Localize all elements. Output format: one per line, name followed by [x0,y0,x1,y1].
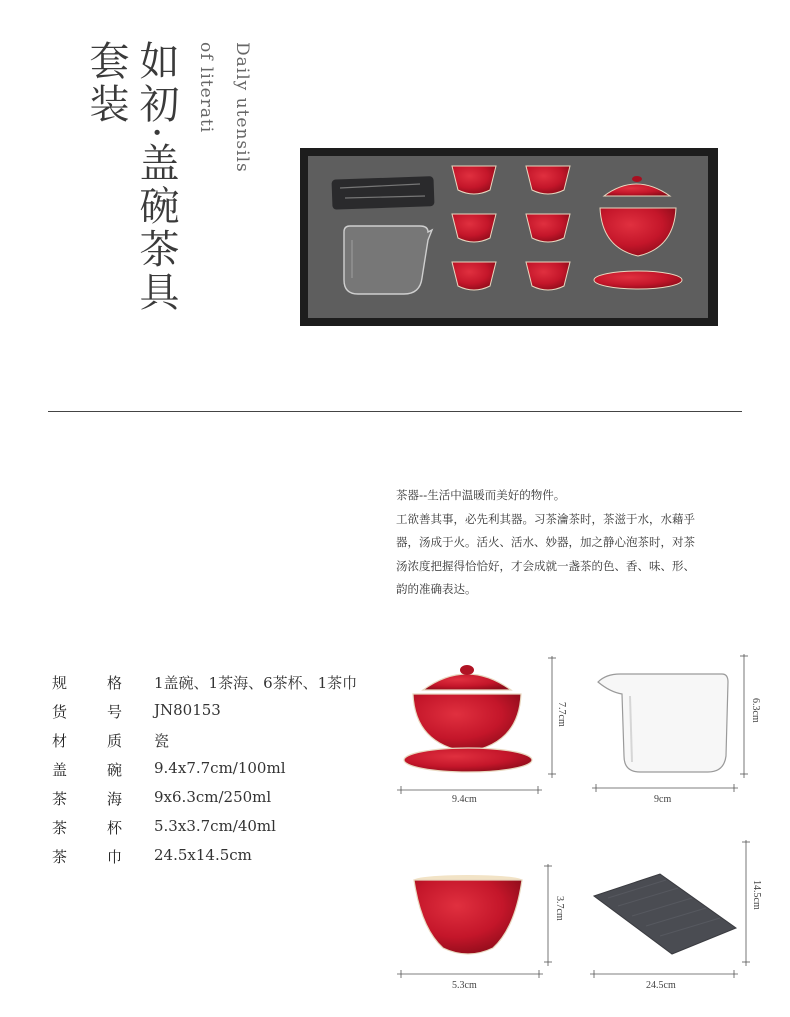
spec-row [52,759,392,787]
spec-key: 巾 [107,848,123,866]
pitcher-width-label: 9cm [654,794,672,805]
spec-key: 规 [52,674,68,692]
towel-width-label: 24.5cm [646,980,676,991]
spec-value: 9x6.3cm/250ml [154,788,272,806]
spec-key: 货 [52,703,68,721]
intro-line: 器，汤成于火。活火、活水、妙器，加之静心泡茶时，对茶 [396,535,695,549]
product-box-image [300,148,720,328]
spec-value: 24.5x14.5cm [154,846,252,864]
title-set: 套装 [83,40,129,126]
gaiwan-width-label: 9.4cm [452,794,477,805]
intro-line: 茶器--生活中温暖而美好的物件。 [396,488,566,502]
spec-value: JN80153 [154,701,221,719]
spec-key: 海 [107,790,123,808]
spec-value: 5.3x3.7cm/40ml [154,817,276,835]
spec-key: 杯 [107,819,123,837]
subtitle-en-line1: Daily utensils [232,42,252,173]
spec-key: 盖 [52,761,68,779]
spec-key: 茶 [52,790,68,808]
pitcher-dimension-image [590,652,755,797]
towel-height-label: 14.5cm [751,880,762,910]
spec-key: 碗 [107,761,123,779]
intro-text [396,484,748,602]
spec-value: 瓷 [154,732,170,750]
intro-line: 汤浓度把握得恰恰好，才会成就一盏茶的色、香、味、形、 [396,558,695,573]
gaiwan-dimension-image [395,652,560,797]
spec-row [52,817,392,845]
spec-row [52,701,392,729]
intro-line: 工欲善其事，必先利其器。习茶瀹茶时，茶滋于水，水藉乎 [396,511,695,526]
towel-pouch-image [332,176,435,210]
spec-row [52,788,392,816]
spec-key: 质 [107,732,123,750]
gaiwan-height-label: 7.7cm [556,702,567,727]
spec-key: 茶 [52,819,68,837]
intro-line: 韵的准确表达。 [396,582,477,596]
title-product: 如初·盖碗茶具 [133,40,179,314]
towel-dimension-image [588,838,753,988]
pitcher-image [344,226,432,294]
cup-width-label: 5.3cm [452,980,477,991]
spec-key: 材 [52,732,68,750]
spec-key: 号 [107,703,123,721]
pitcher-height-label: 6.3cm [750,698,761,723]
cup-dimension-image [395,862,560,987]
spec-row [52,672,392,700]
spec-row [52,846,392,874]
divider [48,411,742,412]
cup-height-label: 3.7cm [554,896,565,921]
spec-key: 茶 [52,848,68,866]
spec-value: 9.4x7.7cm/100ml [154,759,286,777]
spec-value: 1盖碗、1茶海、6茶杯、1茶巾 [154,674,358,692]
subtitle-en-line2: of literati [196,42,216,134]
spec-key: 格 [107,674,123,692]
spec-row [52,730,392,758]
